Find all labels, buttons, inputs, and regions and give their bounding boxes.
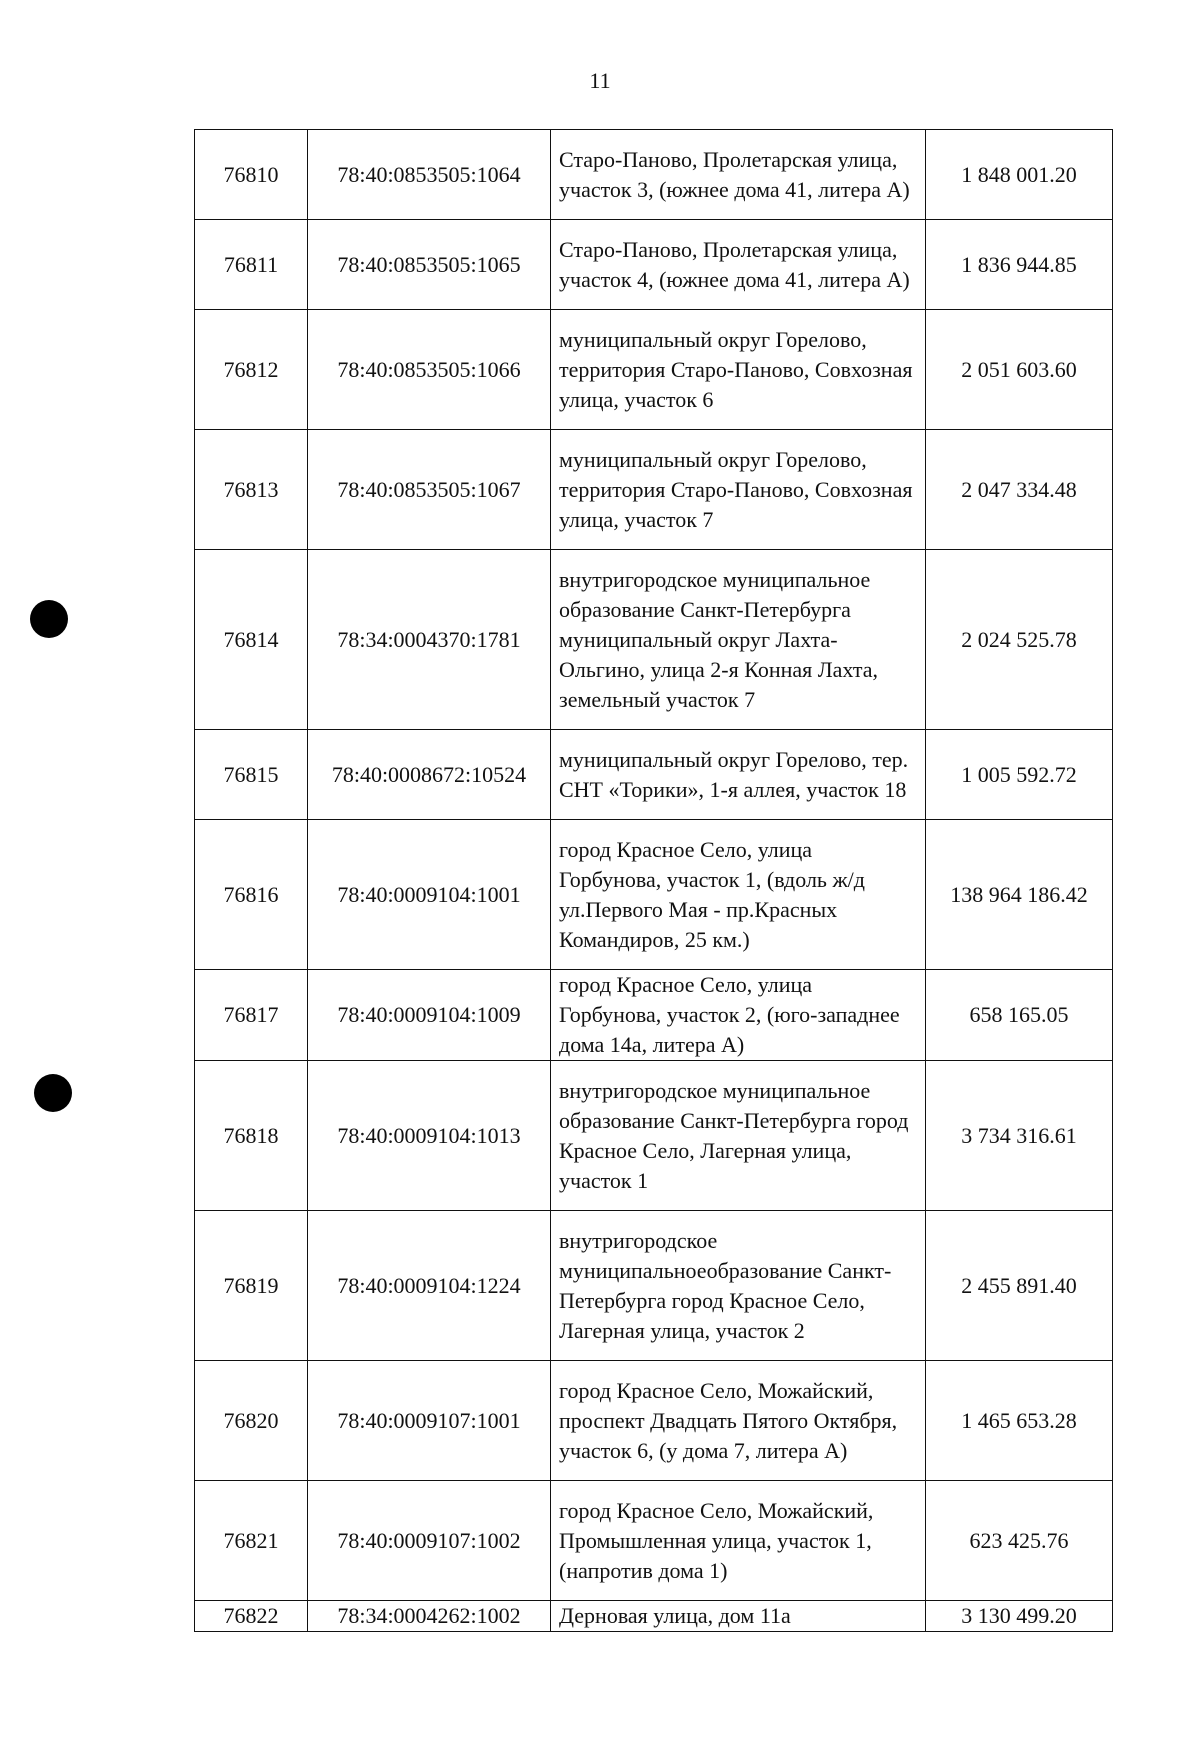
value-cell: 2 051 603.60: [926, 310, 1113, 430]
cadastral-number: 78:40:0853505:1067: [308, 430, 551, 550]
cadastral-number: 78:40:0009104:1001: [308, 820, 551, 970]
table-row: [195, 310, 1113, 430]
value-cell: 1 465 653.28: [926, 1361, 1113, 1481]
value-cell: 1 836 944.85: [926, 220, 1113, 310]
address-cell: внутригородское муниципальное образование Санкт-Петербурга город Красное Село, Лагерная улица, участок 1: [551, 1061, 926, 1211]
land-plot-table: [194, 129, 1113, 1632]
row-number: 76816: [195, 820, 308, 970]
table-row: [195, 430, 1113, 550]
cadastral-number: 78:40:0008672:10524: [308, 730, 551, 820]
value-cell: 3 130 499.20: [926, 1601, 1113, 1632]
value-cell: 623 425.76: [926, 1481, 1113, 1601]
table-row: [195, 1601, 1113, 1632]
address-cell: город Красное Село, улица Горбунова, участок 2, (юго-западнее дома 14а, литера А): [551, 970, 926, 1061]
address-cell: Дерновая улица, дом 11а: [551, 1601, 926, 1632]
cadastral-number: 78:34:0004370:1781: [308, 550, 551, 730]
punch-hole-mark: [30, 600, 68, 638]
punch-hole-mark: [34, 1074, 72, 1112]
value-cell: 2 024 525.78: [926, 550, 1113, 730]
cadastral-number: 78:40:0009104:1013: [308, 1061, 551, 1211]
address-cell: Старо-Паново, Пролетарская улица, участок 3, (южнее дома 41, литера А): [551, 130, 926, 220]
address-cell: внутригородское муниципальное образование Санкт-Петербурга муниципальный округ Лахта-Ольгино, улица 2-я Конная Лахта, земельный участок 7: [551, 550, 926, 730]
address-cell: город Красное Село, Можайский, Промышленная улица, участок 1, (напротив дома 1): [551, 1481, 926, 1601]
table-row: [195, 1211, 1113, 1361]
value-cell: 658 165.05: [926, 970, 1113, 1061]
address-cell: муниципальный округ Горелово, тер. СНТ «Торики», 1-я аллея, участок 18: [551, 730, 926, 820]
table-row: [195, 820, 1113, 970]
address-cell: Старо-Паново, Пролетарская улица, участок 4, (южнее дома 41, литера А): [551, 220, 926, 310]
value-cell: 3 734 316.61: [926, 1061, 1113, 1211]
cadastral-number: 78:40:0853505:1065: [308, 220, 551, 310]
cadastral-number: 78:40:0009104:1224: [308, 1211, 551, 1361]
table-row: [195, 1481, 1113, 1601]
table-row: [195, 550, 1113, 730]
address-cell: внутригородское муниципальноеобразование Санкт-Петербурга город Красное Село, Лагерная улица, участок 2: [551, 1211, 926, 1361]
value-cell: 1 848 001.20: [926, 130, 1113, 220]
value-cell: 2 455 891.40: [926, 1211, 1113, 1361]
value-cell: 1 005 592.72: [926, 730, 1113, 820]
cadastral-number: 78:34:0004262:1002: [308, 1601, 551, 1632]
row-number: 76815: [195, 730, 308, 820]
row-number: 76812: [195, 310, 308, 430]
table-row: [195, 970, 1113, 1061]
page-number: 11: [589, 68, 611, 93]
row-number: 76822: [195, 1601, 308, 1632]
cadastral-number: 78:40:0009107:1001: [308, 1361, 551, 1481]
address-cell: муниципальный округ Горелово, территория Старо-Паново, Совхозная улица, участок 7: [551, 430, 926, 550]
value-cell: 2 047 334.48: [926, 430, 1113, 550]
table-row: [195, 220, 1113, 310]
address-cell: муниципальный округ Горелово, территория Старо-Паново, Совхозная улица, участок 6: [551, 310, 926, 430]
cadastral-number: 78:40:0009107:1002: [308, 1481, 551, 1601]
table-row: [195, 130, 1113, 220]
row-number: 76810: [195, 130, 308, 220]
row-number: 76821: [195, 1481, 308, 1601]
table-row: [195, 730, 1113, 820]
value-cell: 138 964 186.42: [926, 820, 1113, 970]
row-number: 76819: [195, 1211, 308, 1361]
table-row: [195, 1061, 1113, 1211]
row-number: 76818: [195, 1061, 308, 1211]
row-number: 76814: [195, 550, 308, 730]
table-row: [195, 1361, 1113, 1481]
address-cell: город Красное Село, Можайский, проспект Двадцать Пятого Октября, участок 6, (у дома 7, литера А): [551, 1361, 926, 1481]
row-number: 76811: [195, 220, 308, 310]
cadastral-number: 78:40:0853505:1066: [308, 310, 551, 430]
cadastral-number: 78:40:0009104:1009: [308, 970, 551, 1061]
address-cell: город Красное Село, улица Горбунова, участок 1, (вдоль ж/д ул.Первого Мая - пр.Красных Командиров, 25 км.): [551, 820, 926, 970]
cadastral-number: 78:40:0853505:1064: [308, 130, 551, 220]
row-number: 76820: [195, 1361, 308, 1481]
row-number: 76817: [195, 970, 308, 1061]
row-number: 76813: [195, 430, 308, 550]
table-body: [195, 130, 1113, 1632]
